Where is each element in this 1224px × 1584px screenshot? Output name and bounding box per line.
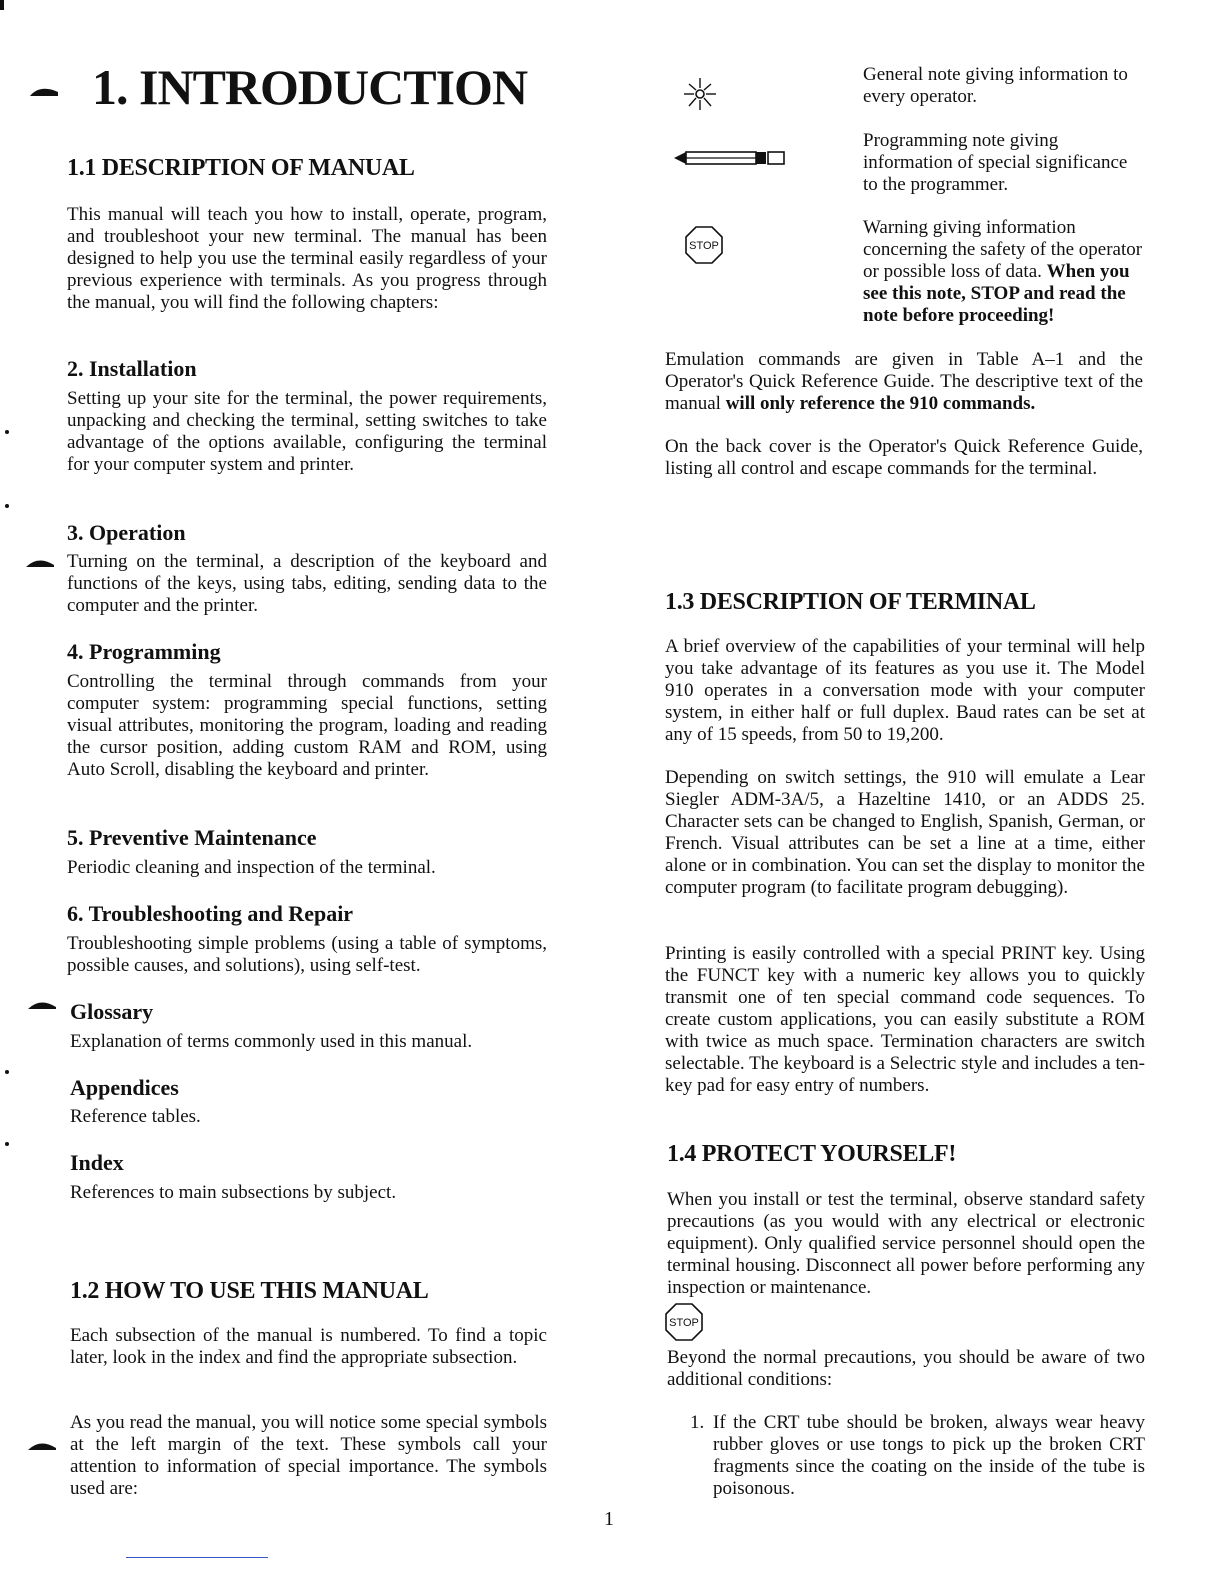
- section-1-4-para-1: When you install or test the terminal, observe standard safety precautions (as you would with any electrical or electronic equipment). Only qualified service personnel should open the terminal housing. Disconnect all power before performing any inspection or maintenance.: [667, 1189, 1145, 1298]
- margin-dot: [5, 430, 9, 434]
- stop-sign-label: STOP: [669, 1317, 699, 1329]
- list-item-number: 1.: [690, 1412, 705, 1433]
- page-number: 1: [604, 1508, 614, 1530]
- section-1-3-para-1: A brief overview of the capabilities of your terminal will help you take advantage of its features as you use it. The Model 910 operates in a conversation mode with your computer system, in either half or full duplex. Baud rates can be set at any of 15 speeds, from 50 to 19,200.: [665, 636, 1145, 745]
- stop-sign-icon: [664, 1302, 704, 1342]
- margin-pointer-icon: [26, 1438, 58, 1452]
- chapter-item-title: Appendices: [70, 1075, 179, 1100]
- section-1-3-para-3: Printing is easily controlled with a special PRINT key. Using the FUNCT key with a numeric key allows you to quickly transmit one of ten special command code sequences. To create custom applications, you can easily substitute a ROM with twice as much space. Termination characters are switch selectable. The keyboard is a Selectric style and includes a ten-key pad for easy entry of numbers.: [665, 943, 1145, 1096]
- general-note-icon: [680, 76, 720, 112]
- margin-dot: [5, 504, 9, 508]
- chapter-item-title: 2. Installation: [67, 356, 197, 381]
- stop-sign-icon: [684, 225, 724, 265]
- list-item-text: If the CRT tube should be broken, always wear heavy rubber gloves or use tongs to pick up the broken CRT fragments since the coating on the inside of the tube is poisonous.: [713, 1412, 1145, 1499]
- stop-sign-label: STOP: [689, 240, 719, 252]
- emulation-para-1-plain: Emulation commands are given in Table A–1 and the Operator's Quick Reference Guide. The descriptive text of the manual: [665, 349, 1143, 414]
- section-1-2-para-1: Each subsection of the manual is numbered. To find a topic later, look in the index and find the appropriate subsection.: [70, 1325, 547, 1368]
- emulation-para-2: On the back cover is the Operator's Quick Reference Guide, listing all control and escape commands for the terminal.: [665, 436, 1143, 479]
- margin-dot: [5, 1070, 9, 1074]
- margin-dot: [5, 1142, 9, 1146]
- section-1-1-intro: This manual will teach you how to install, operate, program, and troubleshoot your new terminal. The manual has been designed to help you use the terminal easily regardless of your previous experience with terminals. As you progress through the manual, you will find the following chapters:: [67, 204, 547, 313]
- programming-note-pencil-icon: [672, 148, 788, 168]
- chapter-item-title: 6. Troubleshooting and Repair: [67, 901, 354, 926]
- chapter-item-text: Troubleshooting simple problems (using a table of symptoms, possible causes, and solutions), using self-test.: [67, 933, 547, 976]
- chapter-title: 1. INTRODUCTION: [92, 59, 528, 115]
- chapter-item-text: Reference tables.: [70, 1106, 201, 1127]
- chapter-item-text: References to main subsections by subject.: [70, 1182, 397, 1203]
- margin-pointer-icon: [24, 555, 56, 569]
- chapter-item-text: Periodic cleaning and inspection of the terminal.: [67, 857, 436, 878]
- chapter-item-text: Turning on the terminal, a description of the keyboard and functions of the keys, using tabs, editing, sending data to the computer and the printer.: [67, 551, 547, 616]
- page-edge-mark: [0, 0, 4, 10]
- programming-note-text: Programming note giving information of special significance to the programmer.: [863, 130, 1128, 195]
- chapter-item-text: Controlling the terminal through commands from your computer system: programming special functions, setting visual attributes, monitoring the program, loading and reading the cursor position, adding custom RAM and ROM, using Auto Scroll, disabling the keyboard and printer.: [67, 671, 547, 780]
- chapter-item-text: Setting up your site for the terminal, the power requirements, unpacking and checking the terminal, setting switches to take advantage of the options available, configuring the terminal for your computer system and printer.: [67, 388, 547, 475]
- section-heading-1-1: 1.1 DESCRIPTION OF MANUAL: [67, 155, 415, 181]
- section-heading-1-3: 1.3 DESCRIPTION OF TERMINAL: [665, 589, 1036, 615]
- general-note-text: General note giving information to every operator.: [863, 64, 1128, 107]
- warning-note-text: [863, 217, 1143, 327]
- section-1-4-para-2: Beyond the normal precautions, you should be aware of two additional conditions:: [667, 1347, 1145, 1390]
- section-heading-1-4: 1.4 PROTECT YOURSELF!: [667, 1141, 957, 1167]
- margin-pointer-icon: [28, 84, 60, 98]
- margin-pointer-icon: [26, 997, 58, 1011]
- bottom-rule: [126, 1557, 268, 1558]
- section-1-3-para-2: Depending on switch settings, the 910 will emulate a Lear Siegler ADM-3A/5, a Hazeltine 1410, or an ADDS 25. Character sets can be changed to English, Spanish, German, or French. Visual attributes can be set a line at a time, either alone or in combination. You can set the display to monitor the computer program (to facilitate program debugging).: [665, 767, 1145, 898]
- chapter-item-text: Explanation of terms commonly used in this manual.: [70, 1031, 473, 1052]
- chapter-item-title: 3. Operation: [67, 520, 186, 545]
- chapter-item-title: Glossary: [70, 999, 154, 1024]
- section-1-2-para-2: As you read the manual, you will notice some special symbols at the left margin of the text. These symbols call your attention to information of special importance. The symbols used are:: [70, 1412, 547, 1499]
- emulation-para-1: [665, 349, 1143, 415]
- emulation-para-1-bold: will only reference the 910 commands.: [725, 393, 1036, 414]
- chapter-item-title: 4. Programming: [67, 639, 221, 664]
- chapter-item-title: 5. Preventive Maintenance: [67, 825, 317, 850]
- warning-note-plain: Warning giving information concerning the safety of the operator or possible loss of data.: [863, 217, 1143, 282]
- chapter-item-title: Index: [70, 1150, 124, 1175]
- warning-note-bold: When you see this note, STOP and read the note before proceeding!: [863, 261, 1130, 326]
- section-heading-1-2: 1.2 HOW TO USE THIS MANUAL: [70, 1278, 429, 1304]
